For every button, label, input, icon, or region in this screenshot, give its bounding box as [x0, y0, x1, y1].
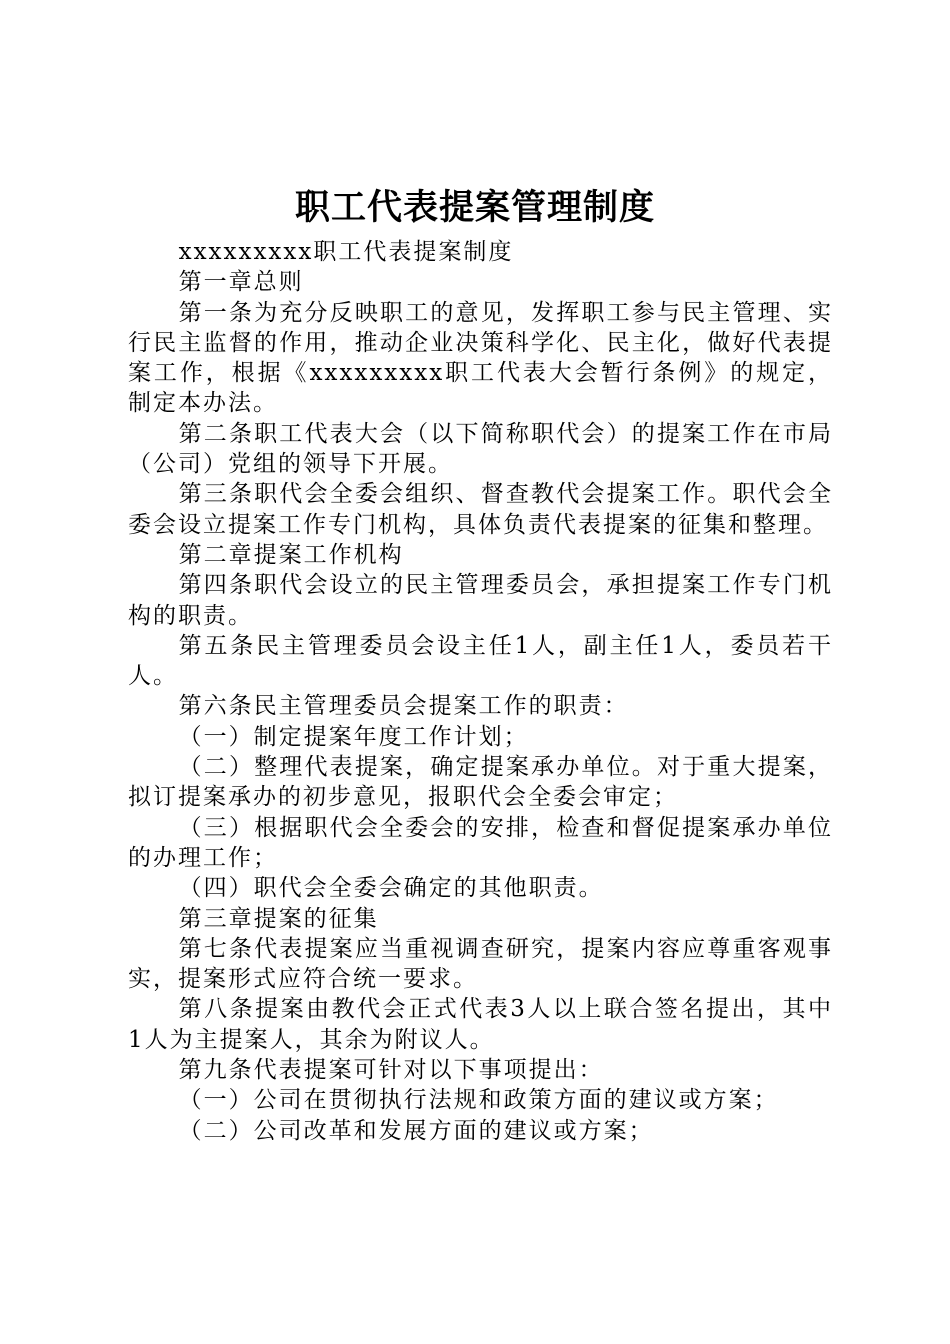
paragraph: 第一条为充分反映职工的意见，发挥职工参与民主管理、实行民主监督的作用，推动企业决策科学化、民主化，做好代表提案工作，根据《xxxxxxxxx职工代表大会暂行条例》的规定，制定本办法。 — [128, 299, 833, 417]
list-item: （一）制定提案年度工作计划； — [178, 723, 529, 750]
paragraph: 第八条提案由教代会正式代表3人以上联合签名提出，其中1人为主提案人，其余为附议人。 — [128, 996, 833, 1053]
chapter-heading: 第一章总则 — [178, 269, 304, 296]
paragraph: 第五条民主管理委员会设主任1人，副主任1人，委员若干人。 — [128, 632, 833, 690]
paragraph: 第四条职代会设立的民主管理委员会，承担提案工作专门机构的职责。 — [128, 572, 833, 629]
list-item: （一）公司在贯彻执行法规和政策方面的建议或方案； — [178, 1087, 779, 1114]
paragraph: xxxxxxxxx职工代表提案制度 — [178, 239, 514, 265]
chapter-heading: 第三章提案的征集 — [178, 905, 379, 932]
paragraph: 第九条代表提案可针对以下事项提出： — [178, 1057, 604, 1084]
paragraph: 第七条代表提案应当重视调查研究，提案内容应尊重客观事实，提案形式应符合统一要求。 — [128, 935, 833, 993]
paragraph: 第三条职代会全委会组织、督查教代会提案工作。职代会全委会设立提案工作专门机构，具体负责代表提案的征集和整理。 — [128, 481, 833, 538]
document-title: 职工代表提案管理制度 — [294, 187, 655, 228]
paragraph: 第二条职工代表大会（以下简称职代会）的提案工作在市局（公司）党组的领导下开展。 — [128, 420, 833, 478]
document-body — [128, 237, 833, 1146]
list-item: （二）公司改革和发展方面的建议或方案； — [178, 1117, 654, 1144]
list-item: （四）职代会全委会确定的其他职责。 — [178, 875, 604, 902]
list-item: （三）根据职代会全委会的安排，检查和督促提案承办单位的办理工作； — [128, 814, 833, 871]
paragraph: 第六条民主管理委员会提案工作的职责： — [178, 693, 629, 720]
chapter-heading: 第二章提案工作机构 — [178, 541, 404, 568]
list-item: （二）整理代表提案，确定提案承办单位。对于重大提案，拟订提案承办的初步意见，报职代会全委会审定； — [128, 754, 833, 811]
